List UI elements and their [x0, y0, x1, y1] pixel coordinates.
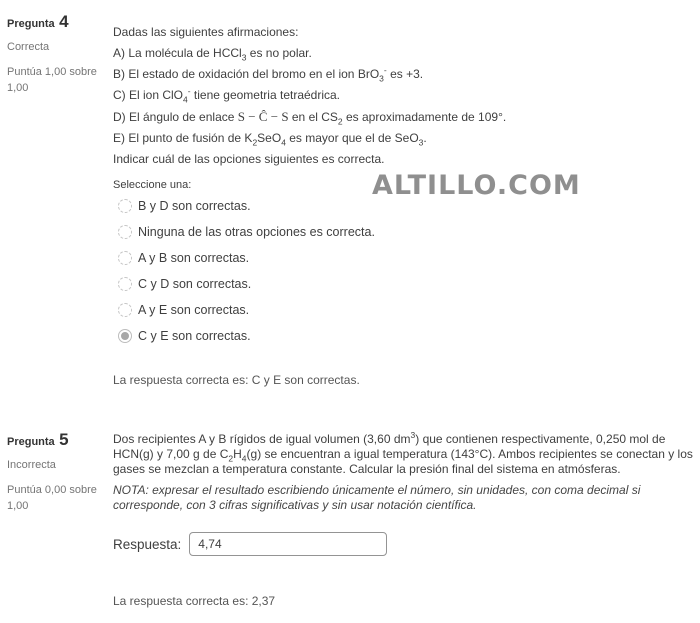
option-label: B y D son correctas. [138, 199, 251, 213]
question-5-block [0, 430, 700, 608]
question-number [7, 430, 113, 450]
question-number-value: 5 [59, 430, 69, 449]
radio-button[interactable] [118, 251, 132, 265]
correct-answer-feedback: La respuesta correcta es: C y E son correctas. [113, 373, 360, 387]
radio-button[interactable] [118, 199, 132, 213]
question-close: Indicar cuál de las opciones siguientes es correcta. [113, 152, 385, 166]
question-4-block [0, 12, 700, 387]
answer-option[interactable] [113, 271, 694, 297]
question-statement-c: C) El ion ClO$_4$- tiene geometria tetraédrica. [113, 86, 341, 105]
radio-button[interactable] [118, 225, 132, 239]
altillo-watermark: ALTILLO.COM [372, 170, 581, 201]
option-label: C y E son correctas. [138, 329, 251, 343]
answer-option-selected[interactable] [113, 323, 694, 349]
answer-input[interactable] [189, 532, 387, 556]
radio-button[interactable] [118, 303, 132, 317]
question-statement-e: E) El punto de fusión de $K_2SeO_4$ es mayor que el de SeO$_3$. [113, 131, 427, 148]
answer-option[interactable] [113, 219, 694, 245]
question-5-content [113, 430, 700, 608]
question-status: Incorrecta [7, 459, 56, 471]
question-intro: Dadas las siguientes afirmaciones: [113, 25, 299, 39]
radio-button[interactable] [118, 277, 132, 291]
question-text: Dos recipientes A y B rígidos de igual volumen (3,60 $dm^3$) que contienen respectivamente, 0,250 mol de HCN(g) y 7,00 g de $C_2H_4(g)$ se encuentran a igual temperatura (143°C). Ambos recipientes se conectan y los gases se mezclan a temperatura constante. Calcular la presión final del sistema en atmósferas. [113, 430, 693, 476]
question-5-info [0, 430, 113, 608]
question-statement-b: B) El estado de oxidación del bromo en el ion BrO$_3$- es +3. [113, 65, 424, 84]
question-grade: Puntúa 1,00 sobre 1,00 [7, 66, 97, 94]
question-note: NOTA: expresar el resultado escribiendo únicamente el número, sin unidades, con coma decimal si corresponde, con 3 cifras significativas y sin usar notación científica. [113, 483, 641, 512]
answer-option[interactable] [113, 245, 694, 271]
option-label: C y D son correctas. [138, 277, 252, 291]
option-label: A y E son correctas. [138, 303, 250, 317]
options-list [113, 193, 694, 349]
select-one-label: Seleccione una: [113, 179, 192, 191]
question-status: Correcta [7, 41, 50, 53]
answer-row [113, 532, 694, 556]
question-grade: Puntúa 0,00 sobre 1,00 [7, 484, 97, 512]
question-4-info [0, 12, 113, 387]
option-label: A y B son correctas. [138, 251, 250, 265]
question-number-value: 4 [59, 12, 69, 31]
correct-answer-feedback: La respuesta correcta es: 2,37 [113, 594, 276, 608]
question-number [7, 12, 113, 32]
answer-label: Respuesta: [113, 536, 182, 552]
answer-option[interactable] [113, 297, 694, 323]
radio-button[interactable] [118, 329, 132, 343]
option-label: Ninguna de las otras opciones es correcta. [138, 225, 375, 239]
question-word: Pregunta [7, 18, 55, 30]
question-statement-a: A) La molécula de HCCl$_3$ es no polar. [113, 46, 312, 63]
question-statement-d: D) El ángulo de enlace S − Ĉ − S en el $CS_2$ es aproximadamente de 109°. [113, 109, 507, 127]
question-word: Pregunta [7, 436, 55, 448]
